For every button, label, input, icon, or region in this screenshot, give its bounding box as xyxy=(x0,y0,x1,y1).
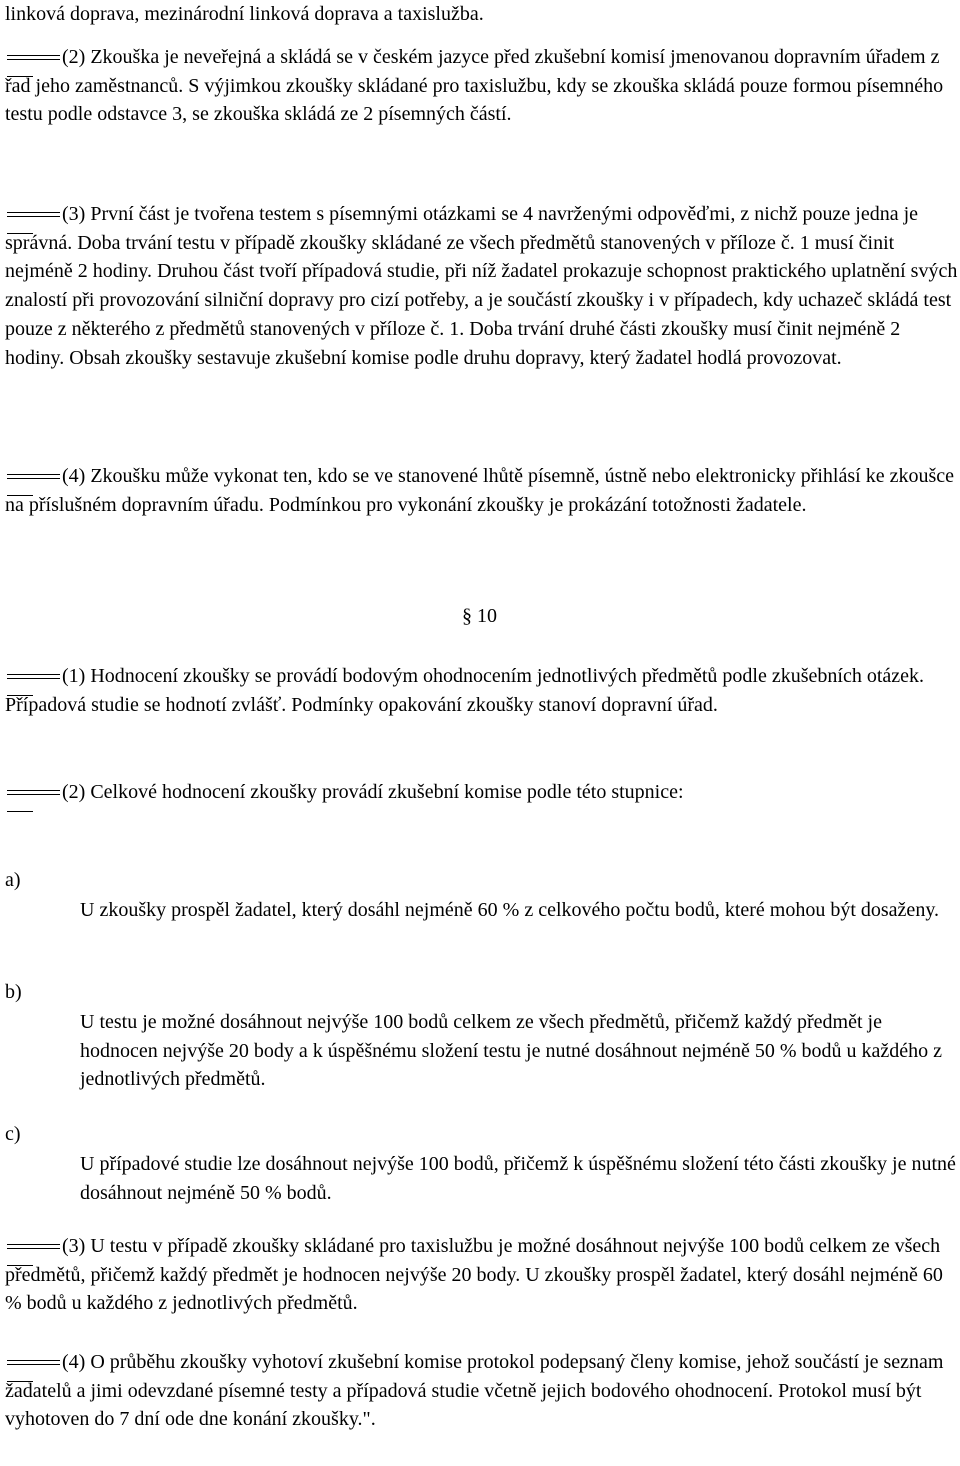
paragraph-text: Zkouška je neveřejná a skládá se v českém jazyce před zkušební komisí jmenovanou dopravním úřadem z řad jeho zaměstnanců. S výjimkou zkoušky skládané pro taxislužbu, kdy se zkouška skládá pouze formou písemného testu podle odstavce 3, se zkouška skládá ze 2 písemných částí. xyxy=(5,46,944,126)
list-item-letter: c) xyxy=(5,1123,21,1145)
paragraph-text: U testu v případě zkoušky skládané pro taxislužbu je možné dosáhnout nejvýše 100 bodů celkem ze všech předmětů, přičemž každý předmět je hodnocen nejvýše 20 body. U zkoušky prospěl žadatel, který dosáhl nejméně 60 % bodů u každého z jednotlivých předmětů. xyxy=(5,1235,943,1315)
paragraph-number: (2) xyxy=(62,781,86,803)
list-item-letter: b) xyxy=(5,981,22,1003)
paragraph-3-exam-parts xyxy=(5,200,960,372)
list-item-text: U testu je možné dosáhnout nejvýše 100 bodů celkem ze všech předmětů, přičemž každý předmět je hodnocen nejvýše 20 body a k úspěšnému složení testu je nutné dosáhnout nejméně 50 % bodů u každého z jednotlivých předmětů. xyxy=(80,1011,943,1091)
amendment-marker xyxy=(5,1238,62,1252)
list-item-text: U zkoušky prospěl žadatel, který dosáhl nejméně 60 % z celkového počtu bodů, které mohou být dosaženy. xyxy=(80,899,940,921)
paragraph-3-taxi-test xyxy=(5,1232,960,1318)
paragraph-text: První část je tvořena testem s písemnými otázkami se 4 navrženými odpověďmi, z nichž pouze jedna je správná. Doba trvání testu v případě zkoušky skládané ze všech předmětů stanovených v příloze č. 1 musí činit nejméně 2 hodiny. Druhou část tvoří případová studie, při níž žadatel prokazuje schopnost praktického uplatnění svých znalostí při provozování silniční dopravy pro cizí potřeby, a je součástí zkoušky i v případech, kdy uchazeč skládá test pouze z některého z předmětů stanovených v příloze č. 1. Doba trvání druhé části zkoušky musí činit nejméně 2 hodiny. Obsah zkoušky sestavuje zkušební komise podle druhu dopravy, který žadatel hodlá provozovat. xyxy=(5,203,958,369)
paragraph-2-grading-scale xyxy=(5,778,960,807)
amendment-marker xyxy=(5,1354,62,1368)
paragraph-4-protocol xyxy=(5,1348,960,1434)
paragraph-4-registration xyxy=(5,462,960,519)
paragraph-number: (4) xyxy=(62,465,86,487)
paragraph-number: (4) xyxy=(62,1351,86,1373)
paragraph-text: Zkoušku může vykonat ten, kdo se ve stanovené lhůtě písemně, ústně nebo elektronicky přihlásí ke zkoušce na příslušném dopravním úřadu. Podmínkou pro vykonání zkoušky je prokázání totožnosti žadatele. xyxy=(5,465,954,516)
paragraph-number: (3) xyxy=(62,203,86,225)
section-heading: § 10 xyxy=(462,605,497,627)
paragraph-number: (1) xyxy=(62,665,86,687)
amendment-marker xyxy=(5,668,62,682)
amendment-marker xyxy=(5,49,62,63)
paragraph-text: Celkové hodnocení zkoušky provádí zkušební komise podle této stupnice: xyxy=(85,781,684,803)
paragraph-1-evaluation xyxy=(5,662,960,719)
amendment-marker xyxy=(5,206,62,220)
amendment-marker xyxy=(5,784,62,798)
list-item-text: U případové studie lze dosáhnout nejvýše 100 bodů, přičemž k úspěšnému složení této části zkoušky je nutné dosáhnout nejméně 50 % bodů. xyxy=(80,1153,956,1204)
paragraph-2-exam-language xyxy=(5,43,960,129)
paragraph-number: (3) xyxy=(62,1235,86,1257)
paragraph-text: Hodnocení zkoušky se provádí bodovým ohodnocením jednotlivých předmětů podle zkušebních otázek. Případová studie se hodnotí zvlášť. Podmínky opakování zkoušky stanoví dopravní úřad. xyxy=(5,665,925,716)
paragraph-text: O průběhu zkoušky vyhotoví zkušební komise protokol podepsaný členy komise, jehož součástí je seznam žadatelů a jimi odevzdané písemné testy a případová studie včetně jejich bodového ohodnocení. Protokol musí být vyhotoven do 7 dní ode dne konání zkoušky.". xyxy=(5,1351,944,1431)
amendment-marker xyxy=(5,468,62,482)
top-fragment: linková doprava, mezinárodní linková doprava a taxislužba. xyxy=(5,3,484,25)
list-item-letter: a) xyxy=(5,869,21,891)
paragraph-number: (2) xyxy=(62,46,86,68)
